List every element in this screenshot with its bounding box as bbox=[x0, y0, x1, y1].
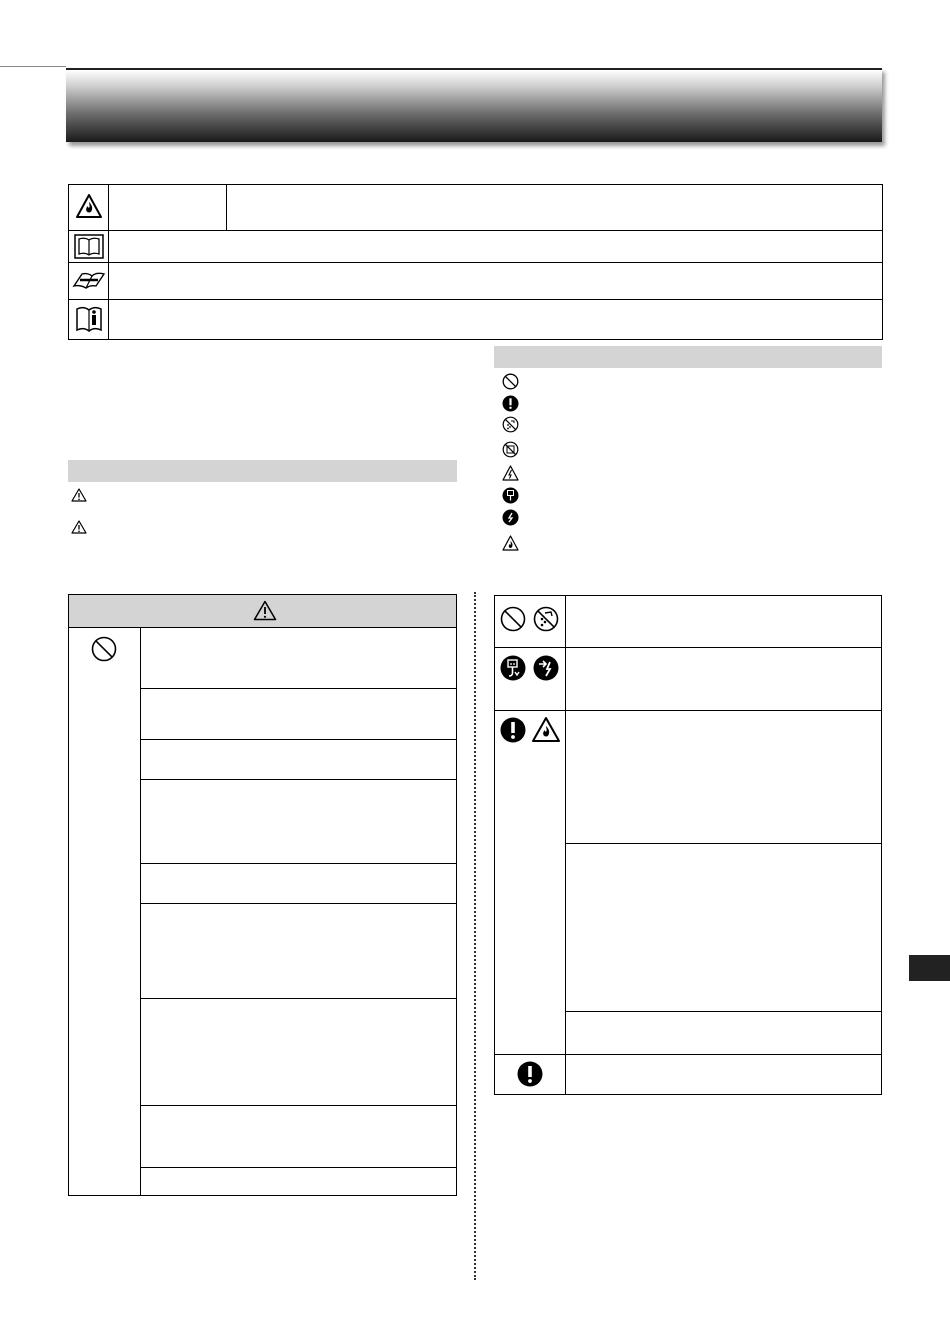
electric-shock-icon bbox=[502, 465, 519, 481]
prohibited-icon bbox=[500, 606, 526, 632]
ground-icon bbox=[502, 509, 519, 526]
page-edge-tab bbox=[909, 955, 950, 981]
warning-triangle-icon bbox=[253, 600, 277, 621]
warning-triangle-icon bbox=[71, 488, 87, 502]
title-banner bbox=[66, 68, 882, 142]
no-water-icon bbox=[533, 606, 559, 632]
symbols-legend-header bbox=[494, 346, 882, 368]
top-rule bbox=[0, 66, 66, 67]
mandatory-icon bbox=[517, 1061, 543, 1087]
flame-warning-icon bbox=[75, 193, 103, 219]
prohibited-icon bbox=[91, 636, 117, 662]
flammable-icon bbox=[531, 716, 561, 743]
read-manual-icon bbox=[74, 234, 104, 259]
column-separator bbox=[474, 592, 476, 1280]
no-water-icon bbox=[502, 416, 519, 433]
no-wet-hands-icon bbox=[502, 441, 519, 458]
unplug-icon bbox=[502, 487, 519, 504]
ground-icon bbox=[533, 655, 559, 681]
flammable-icon bbox=[502, 535, 519, 551]
open-manual-icon bbox=[72, 268, 106, 292]
unplug-icon bbox=[500, 655, 526, 681]
mandatory-icon bbox=[500, 716, 526, 744]
warning-levels-header bbox=[68, 460, 457, 482]
caution-triangle-icon bbox=[71, 520, 87, 534]
mandatory-icon bbox=[502, 395, 519, 412]
info-manual-icon bbox=[75, 305, 103, 333]
prohibited-icon bbox=[502, 373, 519, 390]
